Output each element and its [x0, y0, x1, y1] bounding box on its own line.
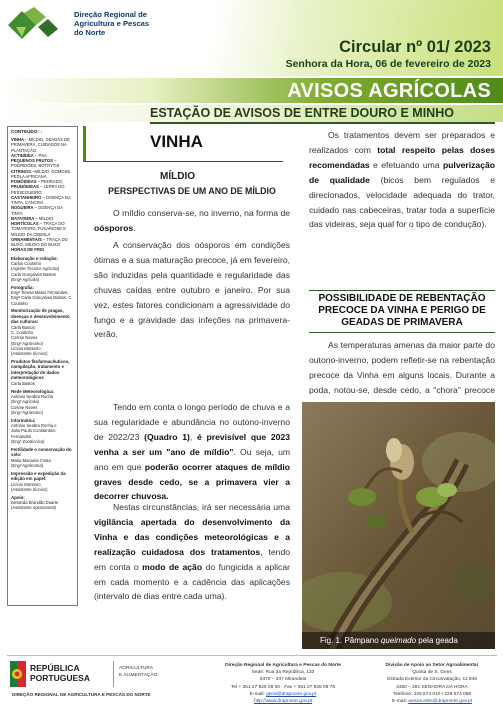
credit-line: (Assistente técnico): [11, 351, 48, 356]
credit-heading: Monitorização de pragas, doenças e desenvolvimento das culturas:: [11, 308, 70, 325]
contents-item: VINHA – MÍLDIO, GEADAS DE PRIMAVERA, CUIDADOS NA PLANTAÇÃO.: [11, 137, 70, 153]
credit-heading: Apoio:: [11, 494, 25, 500]
credit-line: Destinda Brandão Duarte: [11, 500, 59, 505]
credit-heading: Produtos fitofarmacêuticos, compilação, tratamento e interpretação de dados meteorológicos: [11, 358, 70, 381]
contents-item: PEQUENOS FRUTOS – PODRIDÕES, BOTRYTIS: [11, 158, 60, 169]
heading-rule: [309, 332, 495, 333]
email-link[interactable]: avisos.edm@drapnorte.gov.pt: [408, 699, 472, 705]
credit-line: Carla Gonçalves Bastos: [11, 271, 56, 277]
credit-line: Carlos Coutinho: [11, 261, 42, 266]
credit-line: (Assistente técnico): [11, 486, 48, 492]
paragraph: Nestas circunstâncias, irá ser necessária uma vigilância apertada do desenvolvimento da Vinha e das condições meteorológicas e a realização cuidadosa dos tratamentos, tendo em conta o modo de ação do fungicida a aplicar em cada momento e a cadência das aplicações (intervalo de dias entre cada uma).: [94, 502, 291, 602]
republica-portuguesa-emblem: [10, 661, 26, 687]
contents-item: BATATEIRA – MÍLDIO: [11, 215, 54, 221]
photo-caption: Fig. 1. Pâmpano queimado pela geada: [302, 632, 495, 649]
credit-line: (Engº Agrónomo): [11, 340, 44, 346]
arrow-down-icon: ↓: [40, 129, 43, 134]
division-contacts: Divisão de Apoio ao Setor Agroalimentar Quinta de S. Gens Estrada Exterior da Circunvalação, 11 846 4460 – 281 SENHORA DA HORA Telefone: 229 574 010 / 229 574 068 E-mail: avisos.edm@drapnorte.gov.pt: [385, 663, 479, 705]
publication-date: Senhora da Hora, 06 de fevereiro de 2023: [285, 58, 491, 70]
email-link[interactable]: geral@drapnorte.gov.pt: [266, 691, 317, 697]
page-title: AVISOS AGRÍCOLAS: [287, 80, 491, 102]
topic-subtitle: PERSPECTIVAS DE UM ANO DE MÍLDIO: [108, 186, 276, 196]
heading-rule: [309, 290, 495, 291]
credit-line: (Engª Agrónoma): [11, 462, 44, 468]
topic-title: POSSIBILIDADE DE REBENTAÇÃO PRECOCE DA VINHA E PERIGO DE GEADAS DE PRIMAVERA: [318, 293, 486, 328]
credit-line: Engª Teresa Matos Fernandes, Engª Carla Gonçalves Bastos, C. Coutinho: [11, 290, 73, 306]
contents-list: [11, 137, 74, 253]
credit-line: Maria Manuela Costa: [11, 457, 51, 463]
credit-heading: Impressão e expedição da edição em papel:: [11, 470, 66, 481]
ministry-name: AGRICULTURA E ALIMENTAÇÃO: [119, 666, 158, 678]
paragraph: O míldio conserva-se, no inverno, na forma de oósporos.: [94, 208, 290, 233]
paragraph: Os tratamentos devem ser preparados e realizados com total respeito pelas doses recomendadas e efetuando uma pulverização de qualidade (bicos bem regulados e direcionados, velocidade adequada do trator, cuidado nas cabeceiras, tratar toda a superfície das videiras, seja qual for o tipo de condução).: [309, 130, 496, 230]
credit-line: (Agente Técnico Agrícola): [11, 266, 60, 272]
drapn-logo: [8, 7, 68, 41]
contents-item: ORNAMENTAIS – TRAÇA DO BUXO, MÍLDIO DO BUXO: [11, 236, 68, 247]
page-subtitle: ESTAÇÃO DE AVISOS DE ENTRE DOURO E MINHO: [150, 106, 454, 120]
credit-line: António Seabra Rocha e: [11, 423, 57, 428]
credit-line: Cosme Neves: [11, 335, 38, 341]
credit-line: (Assistente operacional): [11, 505, 56, 511]
credit-line: Carla Bastos: [11, 380, 35, 386]
contents-item: CITRINOS –MÍLDIO, GOMOSE, PEDLA AFRICANA: [11, 168, 72, 179]
credit-heading: Informática: [11, 417, 35, 423]
frost-damaged-shoot-photo: [302, 402, 495, 649]
headquarters-contacts: Direção Regional de Agricultura e Pescas do Norte Sede: Rua da República, 133 5370 – 347 Mirandela Tel + 351 27 826 09 00 · Fax + 351 27 826 09 76 E-mail: geral@drapnorte.gov.pt http://www.drapnorte.gov.pt: [225, 663, 341, 705]
paragraph: As temperaturas amenas da maior parte do outono-inverno, podem refletir-se na rebentação precoce da Vinha em alguns locais. Durante a poda, notou-se, desde cedo, a "chora" precoce: [309, 340, 495, 395]
contents-sidebar: [7, 126, 78, 606]
footer-separator: [113, 661, 114, 687]
topic-title: MÍLDIO: [160, 171, 195, 182]
credit-line: Cosme Neves: [11, 404, 38, 410]
government-name: REPÚBLICA PORTUGUESA: [30, 663, 90, 683]
credit-line: (Engª Agrícola): [11, 276, 40, 282]
credit-line: Carla Bastos: [11, 324, 35, 330]
credit-line: (Engº Agrícola): [11, 399, 40, 405]
directorate-name: DIREÇÃO REGIONAL DE AGRICULTURA E PESCAS DO NORTE: [12, 692, 151, 697]
credit-line: Licínio Monteiro: [11, 345, 41, 351]
organization-name: Direção Regional de Agricultura e Pescas do Norte: [74, 10, 150, 37]
credit-line: C. Coutinho: [11, 330, 34, 335]
credit-line: Licínio Monteiro: [11, 481, 41, 487]
credits-list: [11, 256, 74, 514]
contents-item: HORAS DE FRIO: [11, 247, 45, 253]
credit-heading: Fotografia:: [11, 284, 34, 290]
section-title: VINHA: [150, 132, 203, 151]
contents-heading: CONTEÚDO: ↓: [11, 129, 43, 134]
contents-item: POMÓIDEAS – PEDRADO,: [11, 179, 64, 184]
subtitle-rule: [150, 122, 495, 124]
paragraph: Tendo em conta o longo período de chuva e a sua regularidade e abundância no outono-inverno de 2022/23 (Quadro 1), é previsível que 2023 venha a ser um "ano de míldio". Ou seja, um ano em que poderão ocorrer ataques de míldio graves desde cedo, se a primavera vier a decorrer chuvosa.: [94, 402, 291, 502]
website-link[interactable]: http://www.drapnorte.gov.pt: [253, 699, 313, 705]
credit-line: (Engº Zootécnico): [11, 438, 45, 444]
credit-heading: Rede Meteorológica:: [11, 388, 55, 394]
credit-heading: Elaboração e redação:: [11, 255, 58, 261]
credit-line: (Engº Agrónomo): [11, 409, 44, 415]
contents-item: ACTINÍDEA – PSA: [11, 152, 47, 158]
circular-number: Circular nº 01/ 2023: [339, 38, 491, 56]
paragraph: A conservação dos oósporos em condições ótimas e a sua maturação precoce, já em fevereiro, são induzidas pela quantidade e regularidade das chuvas caídas entre outubro e janeiro. Por sua vez, estes fatores condicionam a agressividade do fungo e a gravidade das infeções na primavera-verão.: [94, 240, 290, 340]
credit-heading: Fertilidade e conservação do solo:: [11, 446, 72, 457]
credit-line: António Seabra Rocha: [11, 394, 54, 399]
footer-divider: [7, 655, 497, 656]
contents-item: HORTÍCOLAS – TRAÇA DO TOMATEIRO, FUSARIOSE E MÍLDIO DA CEBOLA: [11, 221, 66, 237]
contents-item: PRUNÓIDEAS – LEPRA DO PESSEGUEIRO: [11, 184, 65, 195]
credit-line: João Paulo Constantino Fernandes: [11, 428, 56, 439]
contents-item: CASTANHEIRO – DOENÇA DA TINTA, CANCRO: [11, 194, 71, 205]
contents-item: NOGUEIRA – DOENÇA DA TINTA: [11, 205, 63, 216]
